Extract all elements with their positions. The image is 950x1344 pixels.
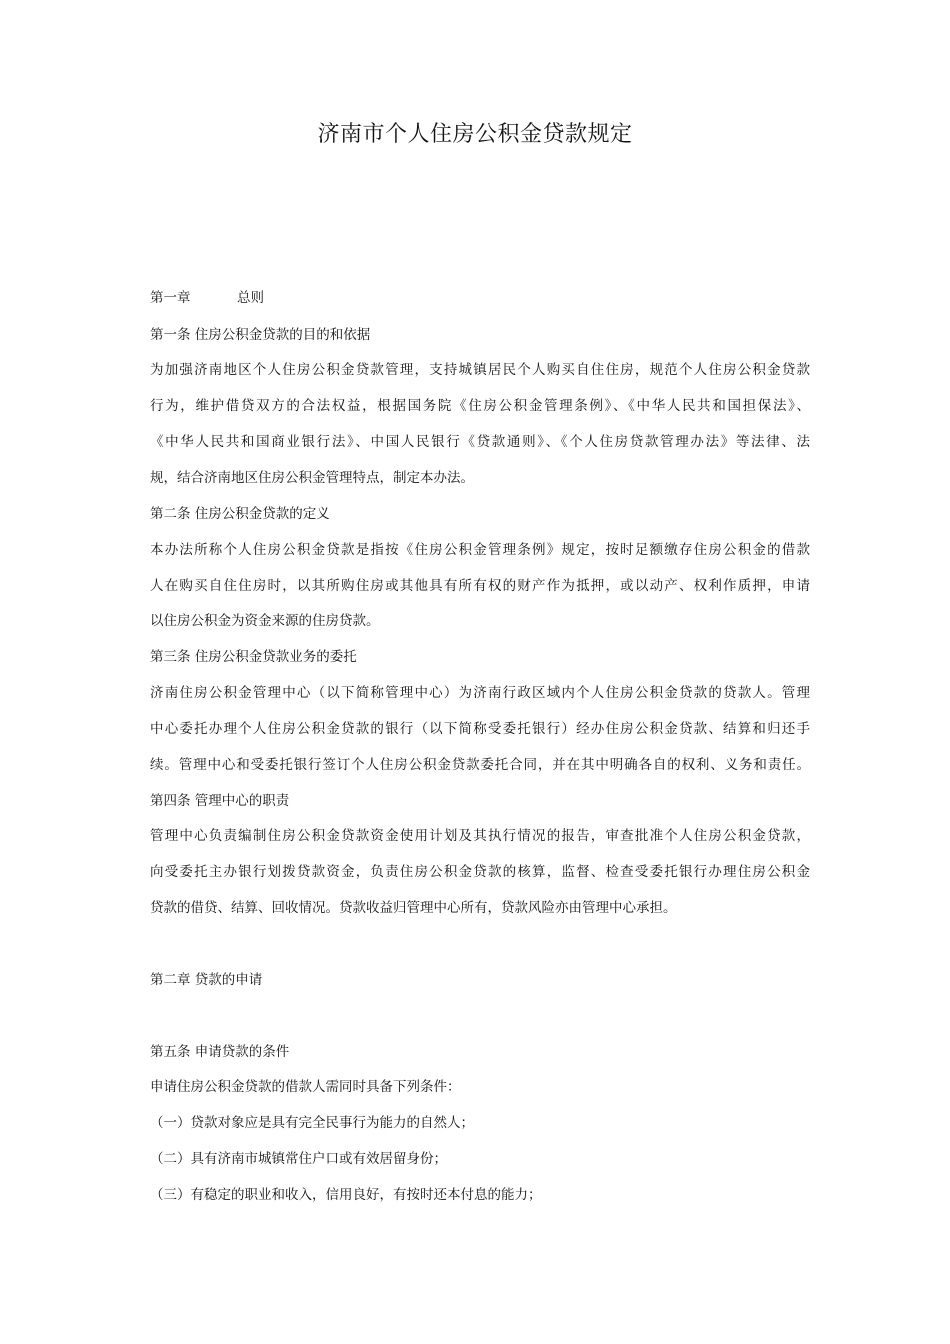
document-title: 济南市个人住房公积金贷款规定 [317, 122, 633, 147]
paragraph-line: 人在购买自住住房时，以其所购住房或其他具有所有权的财产作为抵押，或以动产、权利作质押，申请 [150, 578, 810, 594]
paragraph-line: 向受委托主办银行划拨贷款资金，负责住房公积金贷款的核算，监督、检查受委托银行办理住房公积金 [150, 864, 810, 880]
chapter-number: 第一章 [150, 290, 191, 306]
paragraph-line: 管理中心负责编制住房公积金贷款资金使用计划及其执行情况的报告，审查批准个人住房公积金贷款， [150, 828, 810, 844]
paragraph-line: 贷款的借贷、结算、回收情况。贷款收益归管理中心所有，贷款风险亦由管理中心承担。 [150, 900, 677, 916]
paragraph-line: 申请住房公积金贷款的借款人需同时具备下列条件： [150, 1079, 461, 1095]
article-heading: 第二条 住房公积金贷款的定义 [150, 506, 330, 522]
chapter-heading [150, 288, 810, 308]
list-item: （三）有稳定的职业和收入，信用良好，有按时还本付息的能力； [150, 1187, 542, 1203]
list-item: （一）贷款对象应是具有完全民事行为能力的自然人； [150, 1115, 474, 1131]
paragraph-line: 中心委托办理个人住房公积金贷款的银行（以下简称受委托银行）经办住房公积金贷款、结算和归还手 [150, 721, 810, 737]
paragraph-line: 本办法所称个人住房公积金贷款是指按《住房公积金管理条例》规定，按时足额缴存住房公积金的借款 [150, 542, 810, 558]
list-item: （二）具有济南市城镇常住户口或有效居留身份； [150, 1151, 447, 1167]
paragraph-line: 为加强济南地区个人住房公积金贷款管理，支持城镇居民个人购买自住住房，规范个人住房公积金贷款 [150, 362, 810, 378]
article-heading: 第五条 申请贷款的条件 [150, 1044, 290, 1060]
article-heading: 第一条 住房公积金贷款的目的和依据 [150, 327, 371, 343]
article-heading: 第四条 管理中心的职责 [150, 793, 290, 809]
paragraph-line: 行为，维护借贷双方的合法权益，根据国务院《住房公积金管理条例》、《中华人民共和国担保法》、 [150, 398, 810, 414]
chapter-title: 总则 [237, 290, 264, 306]
chapter-heading: 第二章 贷款的申请 [150, 972, 263, 988]
paragraph-line: 以住房公积金为资金来源的住房贷款。 [150, 613, 380, 629]
paragraph-line: 续。管理中心和受委托银行签订个人住房公积金贷款委托合同，并在其中明确各自的权利、义务和责任。 [150, 757, 810, 773]
paragraph-line: 规，结合济南地区住房公积金管理特点，制定本办法。 [150, 470, 474, 486]
article-heading: 第三条 住房公积金贷款业务的委托 [150, 649, 357, 665]
paragraph-line: 济南住房公积金管理中心（以下简称管理中心）为济南行政区域内个人住房公积金贷款的贷款人。管理 [150, 685, 810, 701]
paragraph-line: 《中华人民共和国商业银行法》、中国人民银行《贷款通则》、《个人住房贷款管理办法》等法律、法 [150, 434, 810, 450]
